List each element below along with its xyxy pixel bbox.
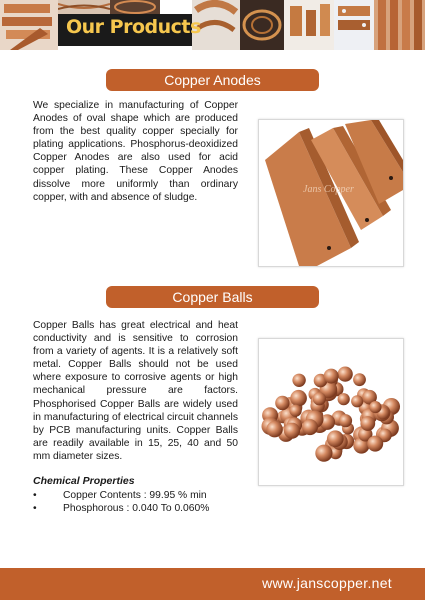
copper-bars-icon [374, 0, 425, 50]
footer-website-link[interactable]: www.janscopper.net [262, 575, 392, 591]
copper-ball-shape [284, 423, 300, 439]
copper-ball-shape [275, 396, 289, 410]
copper-balls-photo [258, 338, 404, 486]
copper-ball-shape [266, 421, 282, 437]
chemical-properties-title: Chemical Properties [33, 475, 135, 487]
bullet-icon: • [33, 503, 37, 514]
chemical-property-phosphorous: Phosphorous : 0.040 To 0.060% [63, 503, 210, 514]
copper-balls-image [259, 339, 403, 485]
copper-anodes-photo [258, 119, 404, 267]
copper-anodes-image [259, 120, 403, 266]
copper-flat-links-icon [334, 0, 374, 50]
copper-balls-description: Copper Balls has great electrical and heat conductivity and is sensitive to corrosion from a variety of agents. It is a relatively soft metal. Copper Balls should not be used where exposure to corrosive agents or high mechanical pressure are factors. Phosphorised Copper Balls are widely used in manufacturing of electrical circuit channels by PCB manufacturing units. Copper Balls are readily available in 15, 25, 40 and 50 mm diameter sizes. [33, 320, 238, 462]
bullet-icon: • [33, 490, 37, 501]
header-banner [0, 0, 425, 50]
copper-ball-shape [369, 401, 381, 413]
chemical-property-copper-contents: Copper Contents : 99.95 % min [63, 490, 207, 501]
copper-ball-shape [292, 374, 305, 387]
copper-ball-shape [338, 367, 353, 382]
copper-coil-icon [240, 0, 284, 50]
copper-ball-shape [315, 445, 332, 462]
copper-strips-icon [0, 0, 58, 50]
copper-ball-shape [338, 393, 350, 405]
copper-ball-shape [313, 392, 326, 405]
copper-coil-icon [110, 0, 160, 14]
copper-ball-shape [290, 405, 302, 417]
list-item [33, 489, 209, 502]
copper-ball-shape [367, 436, 383, 452]
copper-wires-icon [58, 0, 110, 14]
copper-ball-shape [290, 390, 307, 407]
watermark-text: Jans Copper [303, 184, 354, 195]
copper-ball-shape [360, 416, 375, 431]
page-title: Our Products [66, 16, 201, 38]
copper-ball-shape [302, 419, 318, 435]
copper-lugs-icon [284, 0, 334, 50]
section-heading-copper-anodes: Copper Anodes [106, 69, 319, 91]
copper-anodes-description: We specialize in manufacturing of Copper Anodes of oval shape which are produced from the best quality copper specially for plating applications. Phosphorus-deoxidized Copper Anodes are also used for acid copper plating. These Copper Anodes dissolve more uniformly than ordinary copper, with and absence of sludge. [33, 100, 238, 203]
copper-ball-shape [353, 373, 366, 386]
copper-ball-shape [327, 430, 344, 447]
copper-ball-shape [324, 369, 339, 384]
list-item [33, 502, 209, 515]
copper-ball-shape [339, 414, 352, 427]
copper-ball-shape [351, 395, 363, 407]
section-heading-copper-balls: Copper Balls [106, 286, 319, 308]
chemical-properties-list [33, 489, 209, 515]
